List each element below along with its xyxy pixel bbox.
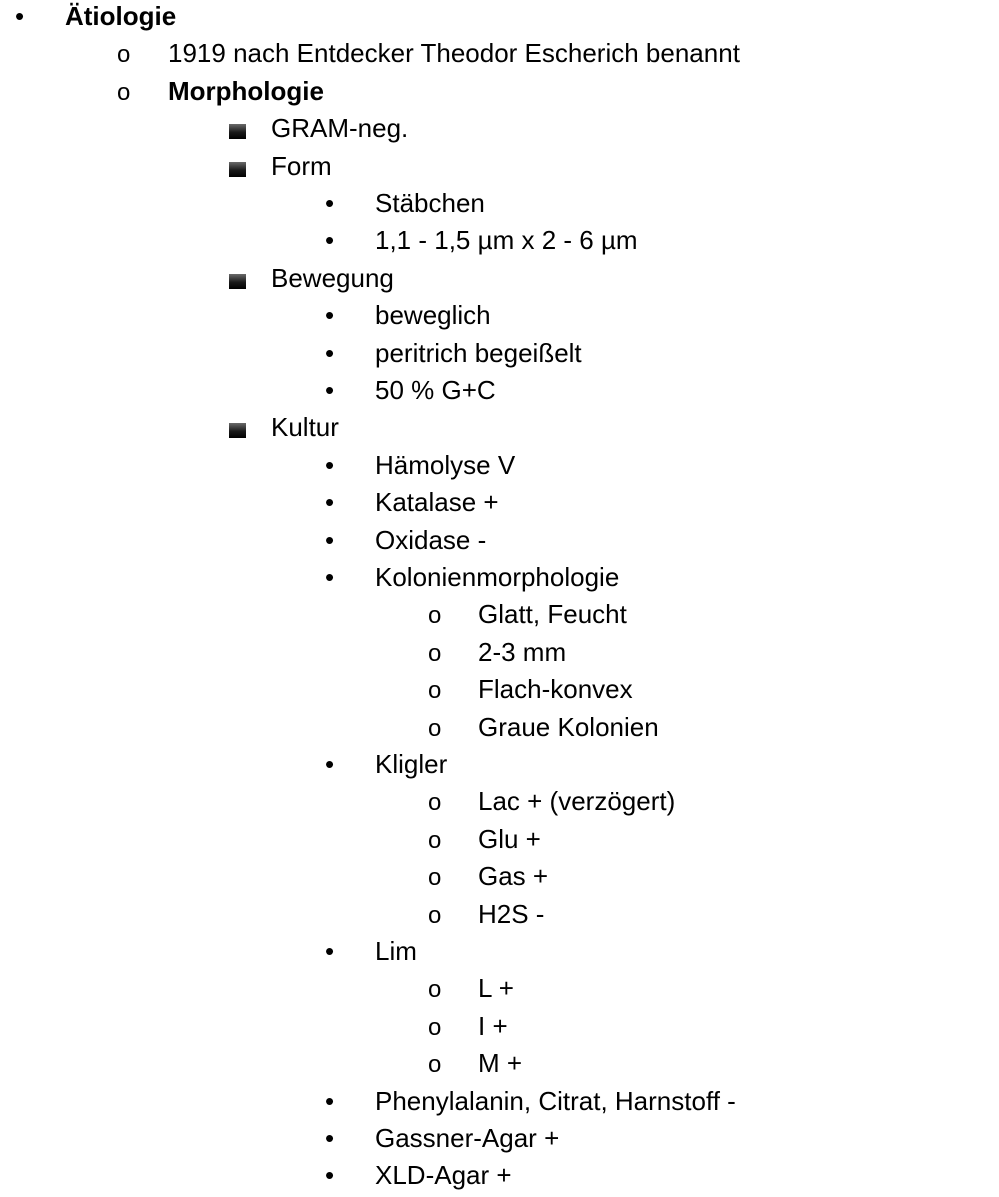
outline-item-level-0 xyxy=(0,1,999,38)
outline-item-level-3 xyxy=(0,749,999,786)
outline-item-text: Glu + xyxy=(478,823,541,854)
outline-item-level-4 xyxy=(0,861,999,898)
outline-item-level-1 xyxy=(0,38,999,75)
outline-item-level-2 xyxy=(0,151,999,188)
outline-item-level-3 xyxy=(0,375,999,412)
circle-bullet-icon: o xyxy=(428,826,442,854)
disc-bullet-icon: • xyxy=(325,562,335,592)
outline-item-text: L + xyxy=(478,973,514,1004)
circle-bullet-icon: o xyxy=(428,789,442,817)
outline-item-text: 2-3 mm xyxy=(478,636,567,667)
outline-item-level-2 xyxy=(0,263,999,300)
outline-item-text: Lim xyxy=(375,936,417,966)
disc-bullet-icon: • xyxy=(325,749,335,779)
circle-bullet-icon: o xyxy=(428,714,442,742)
square-bullet-icon xyxy=(229,274,246,289)
outline-item-text: Morphologie xyxy=(168,75,324,106)
outline-item-text: Bewegung xyxy=(271,262,394,293)
disc-bullet-icon: • xyxy=(325,449,335,480)
circle-bullet-icon: o xyxy=(428,976,442,1004)
outline-item-level-4 xyxy=(0,674,999,711)
outline-item-level-4 xyxy=(0,637,999,674)
disc-bullet-icon: • xyxy=(325,337,335,368)
outline-item-text: Hämolyse V xyxy=(375,449,516,480)
disc-bullet-icon: • xyxy=(325,375,335,405)
square-bullet-icon xyxy=(229,124,246,139)
outline-item-level-4 xyxy=(0,973,999,1010)
outline-item-level-3 xyxy=(0,188,999,225)
outline-item-text: Ätiologie xyxy=(65,1,177,31)
outline-item-text: Kultur xyxy=(271,412,339,443)
outline-item-text: Gassner-Agar + xyxy=(375,1123,560,1153)
disc-bullet-icon: • xyxy=(325,225,335,256)
disc-bullet-icon: • xyxy=(15,1,25,31)
outline-item-text: XLD-Agar + xyxy=(375,1160,512,1191)
circle-bullet-icon: o xyxy=(117,41,131,69)
outline-item-text: H2S - xyxy=(478,898,545,929)
outline-item-text: peritrich begeißelt xyxy=(375,337,582,368)
disc-bullet-icon: • xyxy=(325,1160,335,1191)
outline-item-text: Oxidase - xyxy=(375,524,487,555)
outline-item-text: Flach-konvex xyxy=(478,674,633,705)
disc-bullet-icon: • xyxy=(325,524,335,555)
disc-bullet-icon: • xyxy=(325,188,335,218)
outline-item-level-3 xyxy=(0,487,999,524)
outline-item-level-3 xyxy=(0,300,999,337)
outline-item-text: 1919 nach Entdecker Theodor Escherich benannt xyxy=(168,38,740,69)
outline-item-level-4 xyxy=(0,1048,999,1085)
outline-item-level-3 xyxy=(0,338,999,375)
circle-bullet-icon: o xyxy=(428,864,442,892)
circle-bullet-icon: o xyxy=(428,602,442,630)
disc-bullet-icon: • xyxy=(325,300,335,331)
disc-bullet-icon: • xyxy=(325,1085,335,1116)
outline-item-level-3 xyxy=(0,562,999,599)
outline-item-text: 1,1 - 1,5 µm x 2 - 6 µm xyxy=(375,225,638,256)
outline-item-text: Form xyxy=(271,150,332,181)
disc-bullet-icon: • xyxy=(325,936,335,966)
circle-bullet-icon: o xyxy=(428,1013,442,1041)
outline-item-text: Stäbchen xyxy=(375,188,485,218)
outline-item-level-4 xyxy=(0,1011,999,1048)
circle-bullet-icon: o xyxy=(428,639,442,667)
outline-item-text: GRAM-neg. xyxy=(271,113,409,144)
square-bullet-icon xyxy=(229,162,246,177)
outline-item-level-3 xyxy=(0,225,999,262)
outline-item-level-4 xyxy=(0,824,999,861)
outline-item-text: beweglich xyxy=(375,300,491,331)
outline-item-level-2 xyxy=(0,412,999,449)
outline-item-text: Gas + xyxy=(478,861,549,892)
circle-bullet-icon: o xyxy=(428,901,442,929)
circle-bullet-icon: o xyxy=(428,677,442,705)
outline-item-text: M + xyxy=(478,1048,523,1079)
outline-item-level-4 xyxy=(0,899,999,936)
outline-item-level-3 xyxy=(0,1123,999,1160)
outline-item-level-1 xyxy=(0,76,999,113)
outline-item-level-3 xyxy=(0,450,999,487)
disc-bullet-icon: • xyxy=(325,487,335,518)
outline-item-level-4 xyxy=(0,712,999,749)
outline-item-level-3 xyxy=(0,1160,999,1197)
square-bullet-icon xyxy=(229,423,246,438)
circle-bullet-icon: o xyxy=(428,1051,442,1079)
outline-item-text: Kligler xyxy=(375,749,448,779)
circle-bullet-icon: o xyxy=(117,78,131,106)
disc-bullet-icon: • xyxy=(325,1123,335,1153)
outline-item-text: Graue Kolonien xyxy=(478,711,659,742)
outline-item-level-2 xyxy=(0,113,999,150)
outline-item-text: Phenylalanin, Citrat, Harnstoff - xyxy=(375,1085,736,1116)
outline-item-level-3 xyxy=(0,1086,999,1123)
outline-item-text: Glatt, Feucht xyxy=(478,599,627,630)
outline-item-text: 50 % G+C xyxy=(375,375,496,405)
outline-item-level-3 xyxy=(0,525,999,562)
outline-item-text: I + xyxy=(478,1010,508,1041)
outline-item-text: Lac + (verzögert) xyxy=(478,786,676,817)
outline-item-level-4 xyxy=(0,599,999,636)
outline-item-level-4 xyxy=(0,786,999,823)
outline-item-text: Katalase + xyxy=(375,487,499,518)
outline-item-text: Kolonienmorphologie xyxy=(375,562,620,592)
outline-item-level-3 xyxy=(0,936,999,973)
